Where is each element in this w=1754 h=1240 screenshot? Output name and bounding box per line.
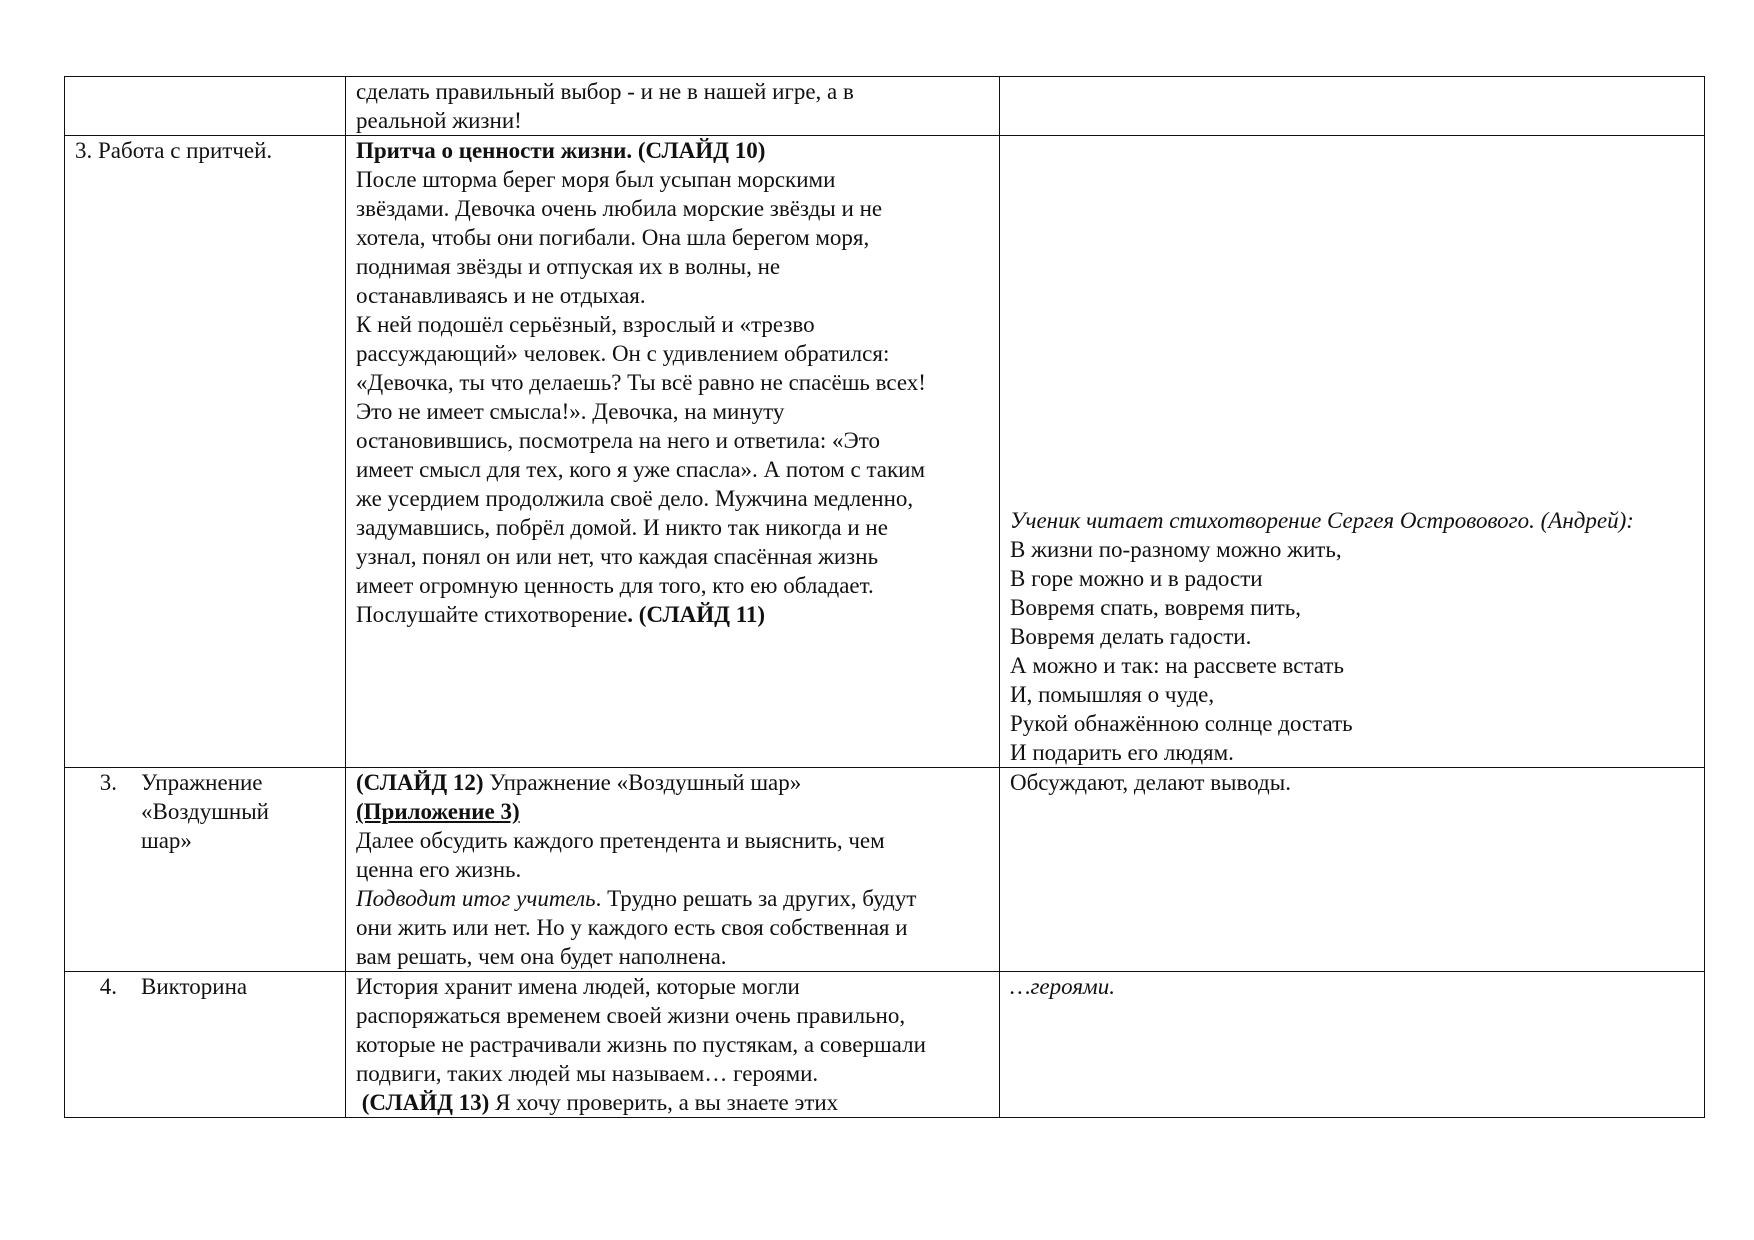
poem-line: Вовремя спать, вовремя пить, — [1010, 595, 1302, 620]
poem-line: В горе можно и в радости — [1010, 566, 1263, 591]
table-row — [65, 972, 1705, 1118]
poem-line: И, помышляя о чуде, — [1010, 682, 1215, 707]
text-fragment: Я хочу проверить, а вы знаете этих — [489, 1090, 839, 1115]
text-line: задумавшись, побрёл домой. И никто так никогда и не — [356, 515, 888, 540]
text-line: останавливаясь и не отдыхая. — [356, 283, 646, 308]
text-line — [356, 884, 989, 913]
text-line: подвиги, таких людей мы называем… героями. — [356, 1061, 819, 1086]
stage-cell — [65, 136, 346, 768]
summary-text: . Трудно решать за других, будут — [595, 886, 917, 911]
stage-title-line: шар» — [141, 828, 192, 853]
slide-ref: (СЛАЙД 13) — [356, 1090, 490, 1115]
teacher-cell — [346, 136, 1000, 768]
poem-line: И подарить его людям. — [1010, 740, 1234, 765]
stage-label: 3. Работа с притчей. — [75, 138, 273, 163]
text-line: сделать правильный выбор - и не в нашей игре, а в — [356, 79, 854, 104]
student-cell — [1000, 768, 1705, 972]
exercise-title: Упражнение «Воздушный шар» — [483, 770, 802, 795]
text-line: История хранит имена людей, которые могли — [356, 974, 800, 999]
text-line: реальной жизни! — [356, 108, 522, 133]
text-line: имеет огромную ценность для того, кто ею обладает. — [356, 573, 874, 598]
slide-ref: . (СЛАЙД 11) — [627, 602, 766, 627]
text-line: звёздами. Девочка очень любила морские звёзды и не — [356, 196, 883, 221]
lesson-plan-page — [64, 76, 1705, 1118]
text-line: узнал, понял он или нет, что каждая спасённая жизнь — [356, 544, 879, 569]
stage-title-line: Упражнение — [141, 770, 263, 795]
text-line: которые не растрачивали жизнь по пустякам, а совершали — [356, 1032, 926, 1057]
teacher-cell — [346, 768, 1000, 972]
summary-label: Подводит итог учитель — [356, 886, 596, 911]
stage-number: 4. — [99, 974, 117, 999]
poem-line: Вовремя делать гадости. — [1010, 624, 1252, 649]
text-line: остановившись, посмотрела на него и ответила: «Это — [356, 428, 880, 453]
student-response: Обсуждают, делают выводы. — [1010, 770, 1291, 795]
stage-title-line: Викторина — [141, 974, 248, 999]
text-line: Далее обсудить каждого претендента и выяснить, чем — [356, 828, 885, 853]
text-line — [356, 1088, 989, 1117]
text-line: К ней подошёл серьёзный, взрослый и «трезво — [356, 312, 815, 337]
poem-line: В жизни по-разному можно жить, — [1010, 537, 1342, 562]
text-line: распоряжаться временем своей жизни очень правильно, — [356, 1003, 906, 1028]
stage-cell — [65, 768, 346, 972]
table-row — [65, 77, 1705, 136]
cell-spacer — [1010, 136, 1694, 506]
text-line: После шторма берег моря был усыпан морскими — [356, 167, 836, 192]
parable-heading: Притча о ценности жизни. (СЛАЙД 10) — [356, 138, 766, 163]
slide-ref: (СЛАЙД 12) — [356, 770, 484, 795]
appendix-ref: (Приложение 3) — [356, 799, 520, 824]
stage-cell — [65, 77, 346, 136]
text-line: имеет смысл для тех, кого я уже спасла». А потом с таким — [356, 457, 926, 482]
stage-label — [75, 972, 335, 1001]
poem-line: А можно и так: на рассвете встать — [1010, 653, 1344, 678]
text-line: рассуждающий» человек. Он с удивлением обратился: — [356, 341, 890, 366]
text-line: поднимая звёзды и отпуская их в волны, не — [356, 254, 781, 279]
text-line: хотела, чтобы они погибали. Она шла берегом моря, — [356, 225, 870, 250]
table-row — [65, 768, 1705, 972]
student-cell — [1000, 972, 1705, 1118]
text-line — [356, 768, 989, 797]
text-line: вам решать, чем она будет наполнена. — [356, 944, 727, 969]
stage-cell — [65, 972, 346, 1118]
stage-label — [75, 768, 335, 855]
stage-number: 3. — [99, 770, 117, 795]
closing-text: Послушайте стихотворение — [356, 602, 628, 627]
text-line — [356, 600, 989, 629]
text-line: «Девочка, ты что делаешь? Ты всё равно не спасёшь всех! — [356, 370, 926, 395]
stage-title-line: «Воздушный — [141, 799, 269, 824]
text-line: ценна его жизнь. — [356, 857, 522, 882]
student-cell — [1000, 136, 1705, 768]
text-line: Это не имеет смысла!». Девочка, на минуту — [356, 399, 785, 424]
student-cell — [1000, 77, 1705, 136]
text-line: же усердием продолжила своё дело. Мужчина медленно, — [356, 486, 914, 511]
lesson-table — [64, 76, 1705, 1118]
student-response: …героями. — [1010, 974, 1115, 999]
table-row — [65, 136, 1705, 768]
teacher-cell — [346, 972, 1000, 1118]
poem-line: Рукой обнажённою солнце достать — [1010, 711, 1353, 736]
teacher-cell — [346, 77, 1000, 136]
text-line: они жить или нет. Но у каждого есть своя собственная и — [356, 915, 908, 940]
student-intro: Ученик читает стихотворение Сергея Островового. (Андрей): — [1010, 508, 1634, 533]
